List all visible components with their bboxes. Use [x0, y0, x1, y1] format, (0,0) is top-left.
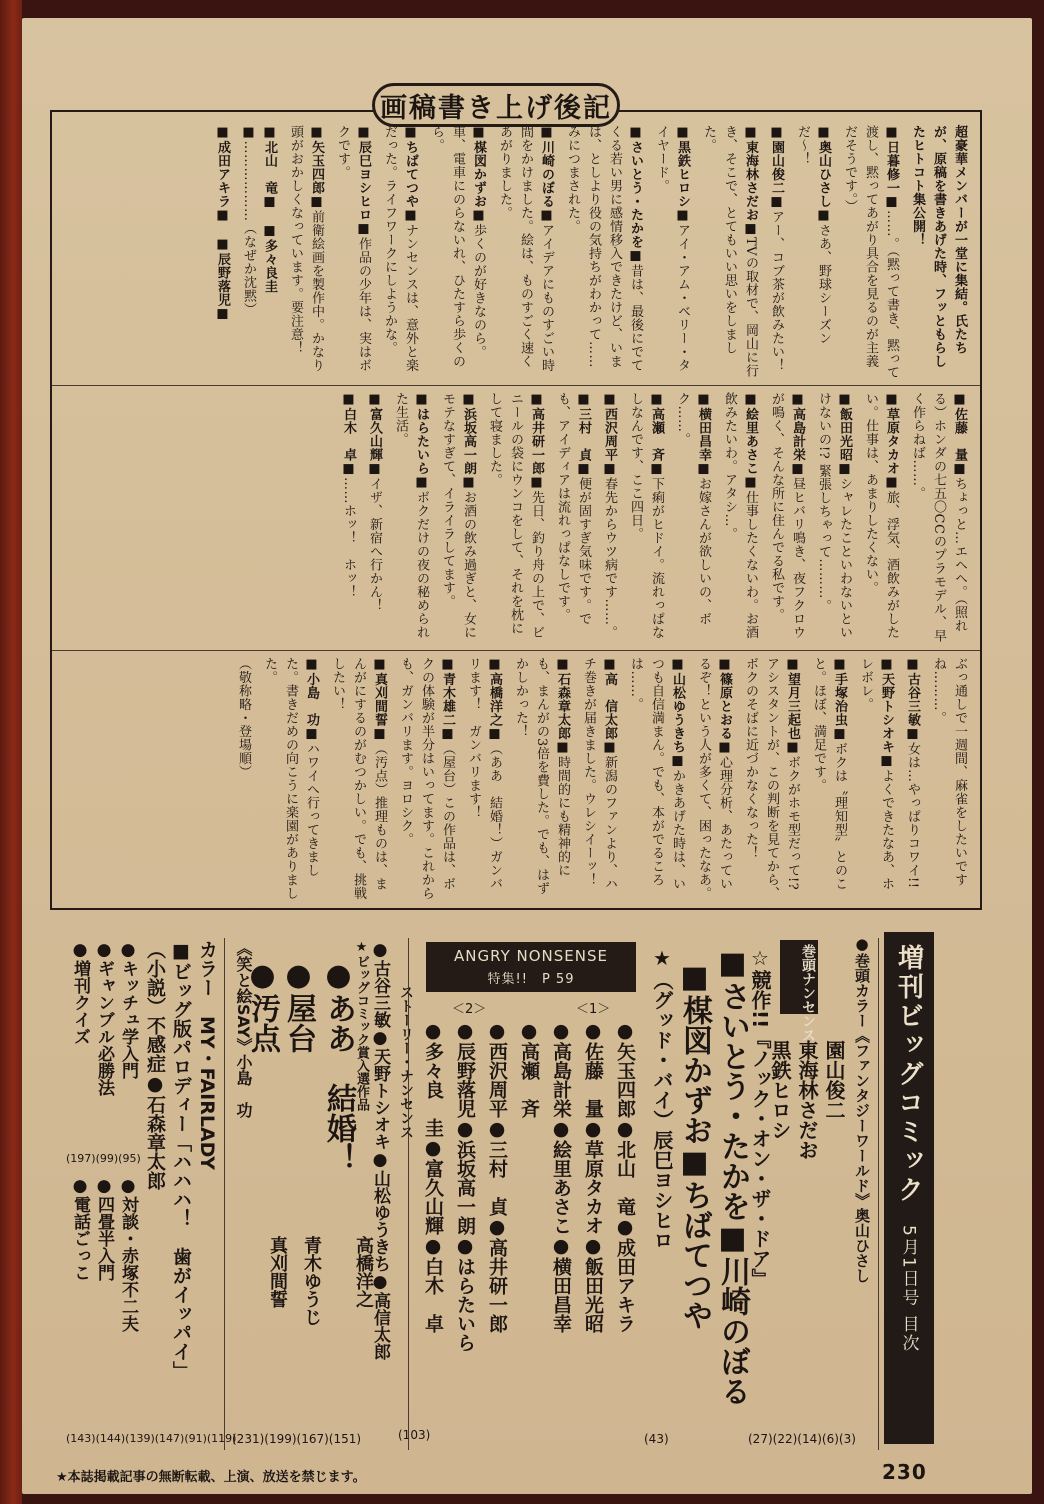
afterword-entry: ■川崎のぼる■アイデアにものすごい時間をかけました。絵は、ものすごく速くあがりました。 — [497, 125, 554, 372]
toc-misc[interactable]: ●ギャンブル必勝法 — [94, 940, 114, 1096]
afterword-entry: ■白木 卓■……ホッ！ ホッ！ — [341, 392, 356, 599]
afterword-entry: ■西沢周平■春先からウツ病です……。 — [602, 392, 617, 639]
story-title[interactable]: ●汚点 — [245, 958, 280, 1053]
angry-line[interactable]: ●西沢周平●三村 貞●高井研一郎 — [486, 1020, 508, 1333]
afterword-entry: ■小島 功■ハワイへ行ってきました。書きだめの向こうに楽園がありました。 — [262, 657, 319, 900]
angry-line[interactable]: ●多々良 圭●富久山輝●白木 卓 — [422, 1020, 444, 1333]
toc-misc[interactable]: ●増刊クイズ — [70, 940, 90, 1045]
toc-cover-item[interactable]: 東海林さだお — [795, 1040, 819, 1160]
toc-parody[interactable]: ■ビッグ版パロディー「ハハハ！ 歯がイッパイ」 — [170, 940, 192, 1380]
story-pages: (231)(199)(167)(151) — [232, 1432, 362, 1446]
afterword-entry: ■楳図かずお■歩くのが好きなのら。車、電車にのらないれ、ひたすら歩くのら。 — [429, 125, 486, 368]
angry-line[interactable]: ●高瀬 斉 — [518, 1020, 540, 1118]
toc-misc-pages: (197)(99)(95) — [66, 1152, 141, 1165]
toc-cover-item[interactable]: 黒鉄ヒロシ — [768, 1040, 792, 1140]
story-page: (103) — [398, 1428, 431, 1442]
toc-kyosaku-line[interactable]: ■さいとう・たかを■川崎のぼる — [715, 946, 750, 1406]
page-binding-edge — [0, 0, 22, 1504]
angry-nonsense-sub: 特集!! P 59 — [487, 972, 575, 987]
angry-nonsense-title: ANGRY NONSENSE — [454, 947, 608, 965]
toc-misc2[interactable]: ●電話ごっこ — [70, 1176, 90, 1281]
toc-nonsense-label: 巻頭ナンセンス — [780, 940, 818, 1014]
afterword-entry: （敬称略・登場順） — [236, 657, 251, 779]
afterword-title: 画稿書き上げ後記 — [372, 83, 620, 127]
afterword-entry: ■富久山輝■イザ、新宿へ行かん！ — [367, 392, 382, 612]
afterword-entry: ■篠原とおる■心理分析、あたっているぞ！という人が多くて、困ったなあ。 — [696, 657, 732, 900]
afterword-entry: ■古谷三敏■女は…やっぱりコワイ!! — [905, 657, 920, 889]
angry-nonsense-banner[interactable] — [426, 942, 636, 992]
afterword-entry: ■矢玉四郎■前衛絵画を製作中。かなり頭がおかしくなっています。要注意！ — [288, 125, 324, 372]
afterword-entry: ■奥山ひさし■さあ、野球シーズンだ〜！ — [795, 125, 831, 345]
issue-label: 5月1日号 目次 — [898, 1225, 919, 1354]
toc-header — [884, 932, 934, 1444]
page-number: 230 — [882, 1460, 927, 1484]
afterword-entry: ■青木雄二■（屋台）この作品は、ボクの体験が半分はいってます。これからも、ガンバリます。ヨロシク。 — [398, 657, 455, 900]
afterword-entry: ■北山 竜■ ■多々良圭■………………（なぜか沈黙） — [241, 125, 277, 316]
afterword-section-3 — [60, 657, 970, 902]
story-title[interactable]: ●屋台 — [281, 958, 316, 1053]
afterword-entry: ■黒鉄ヒロシ■アイ・アム・ベリー・タイヤード。 — [654, 125, 690, 372]
toc-divider — [408, 938, 409, 1450]
angry-part-label: ＜2＞ — [452, 1002, 487, 1017]
afterword-entry: ■真刈間誓■（汚点）推理ものは、まんがにするのがむつかしい。でも、挑戦したい！ — [330, 657, 387, 900]
afterword-entry: ■山松ゆうきち■かきあげた時は、いつも自信満まん。でも、本がでるころは……。 — [628, 657, 685, 891]
toc-page-number: (43) — [644, 1432, 669, 1446]
story-author: 青木ゆうじ — [301, 1236, 322, 1326]
afterword-entry: ■横田昌幸■お嫁さんが欲しいの、ボク……。 — [675, 392, 711, 626]
afterword-entry: ■望月三起也■ボクがホモ型だって!? アシスタントが、この判断を見てから、ボクのそばに近づかなくなった！ — [743, 657, 800, 900]
afterword-entry: ■東海林さだお■TVの取材で、岡山に行き、そこで、とてもいい思いをしました。 — [701, 125, 758, 378]
toc-goodbye[interactable]: ★（グッド・バイ）辰巳ヨシヒロ — [650, 946, 674, 1250]
footer-copyright-note: ★本誌掲載記事の無断転載、上演、放送を禁じます。 — [56, 1470, 366, 1485]
afterword-entry: ■成田アキラ■ ■辰野落児■ — [215, 125, 230, 322]
afterword-entry: ■石森章太郎■時間的にも精神的にも、まんがの3倍を費した。でも、はずかしかった！ — [513, 657, 570, 896]
angry-line[interactable]: ●佐藤 量●草原タカオ●飯田光昭 — [582, 1020, 604, 1333]
afterword-entry: ■高 信太郎■新潟のファンより、ハチ巻きが届きました。ウレシイーッ！ — [581, 657, 617, 891]
afterword-entry: ■佐藤 量■ちょっと…エヘヘ。（照れる）ホンダの七五〇CCのプラモデル、早く作らねば……。 — [910, 392, 967, 643]
toc-cover-label[interactable]: ●巻頭カラー《ファンタジーワールド》奥山ひさし — [853, 935, 871, 1283]
afterword-entry: ■三村 貞■便が固すぎ気味です。でも、アイディアは流れっぱなしです。 — [555, 392, 591, 626]
toc-cover-item[interactable]: 園山俊二 — [822, 1040, 846, 1120]
toc-misc2[interactable]: ●四畳半入門 — [94, 1176, 114, 1281]
story-title[interactable]: ●ああ 結婚！ — [321, 958, 356, 1173]
afterword-intro: 超豪華メンバーが一堂に集結。氏たちが、原稿を書きあげた時、フッともらしたヒトコト集公開！ — [910, 125, 967, 368]
story-award: ★ビッグコミック賞入選作品 — [354, 940, 369, 1111]
story-author: 真刈間誓 — [267, 1236, 288, 1308]
toc-kyosaku-line[interactable]: ■楳図かずお■ちばてつや — [677, 960, 712, 1330]
story-authors[interactable]: ●古谷三敏●天野トシオキ●山松ゆうきち●高信太郎 — [370, 940, 390, 1360]
section-divider — [52, 385, 980, 386]
toc-divider — [224, 938, 225, 1450]
afterword-entry: ■はらたいら■ボクだけの夜の秘められた生活。 — [393, 392, 429, 639]
afterword-section-1 — [60, 125, 970, 380]
toc-novel[interactable]: （小説）不感症●石森章太郎 — [144, 940, 166, 1190]
toc-color-line[interactable]: カラー MY・FAIRLADY — [196, 940, 218, 1170]
afterword-entry: ■日暮修一■……。（黙って書き、黙って渡し、黙ってあがり具合を見るのが主義だそうです。） — [842, 125, 899, 379]
afterword-entry: ■天野トシオキ■よくできたなあ、ホレボレ。 — [858, 657, 894, 891]
toc-misc[interactable]: ●キッチュ学入門 — [118, 940, 138, 1079]
story-author: 高橋洋之 — [353, 1236, 374, 1308]
toc-misc2-pages: (143)(144)(139)(147)(91)(119) — [66, 1432, 237, 1445]
afterword-entry: ■高井研一郎■先日、釣り舟の上で、ビニールの袋にウンコをして、それを枕にして寝ました。 — [487, 392, 544, 639]
afterword-entry: ■絵里あさこ■仕事したくないわ。お酒飲みたいわ。アタシ…。 — [722, 392, 758, 639]
afterword-entry: ■高瀬 斉■下痢がヒドイ。流れっぱなしなんです、ここ四日。 — [628, 392, 664, 639]
afterword-entry: ■ちばてつや■ナンセンスは、意外と楽だった。ライフワークにしようかな。 — [382, 125, 418, 372]
angry-part-label: ＜1＞ — [576, 1002, 611, 1017]
afterword-entry: ■浜坂高一朗■お酒の飲み過ぎと、女にモテなすぎて、イライラしてます。 — [440, 392, 476, 639]
toc-divider — [878, 938, 879, 1450]
angry-line[interactable]: ●高島計栄●絵里あさこ●横田昌幸 — [550, 1020, 572, 1333]
toc-kyosaku[interactable]: ☆競作!!『ノック・オン・ザ・ドア』 — [748, 946, 772, 1289]
toc-misc2[interactable]: ●対談・赤塚不二夫 — [118, 1176, 138, 1332]
afterword-entry: ぶっ通しで一週間、麻雀をしたいですね………。 — [931, 657, 967, 887]
afterword-entry: ■高橋洋之■（ああ 結婚！）ガンバリます！ ガンバリます！ — [466, 657, 502, 891]
story-label: ストーリー・ナンセンス — [398, 985, 414, 1139]
afterword-entry: ■草原タカオ■旅、浮気、酒飲みがしたい。仕事は、あまりしたくない。 — [863, 392, 899, 639]
angry-line[interactable]: ●矢玉四郎●北山 竜●成田アキラ — [614, 1020, 636, 1333]
angry-line[interactable]: ●辰野落児●浜坂高一朗●はらたいら — [454, 1020, 476, 1352]
afterword-entry: ■手塚治虫■ボクは〝理知型〟とのこと。ほぼ、満足です。 — [811, 657, 847, 891]
afterword-section-2 — [60, 392, 970, 644]
toc-page-numbers: (27)(22)(14)(6)(3) — [748, 1432, 856, 1446]
afterword-entry: ■辰巳ヨシヒロ■作品の少年は、実はボクです。 — [335, 125, 371, 372]
magazine-title: 増刊ビッグコミック — [893, 944, 924, 1205]
afterword-entry: ■高島計栄■昼ヒバリ鳴き、夜フクロウが鳴く、そんな所に住んでる私です。 — [769, 392, 805, 639]
afterword-entry: ■飯田光昭■シャレたこといわないといけないの!? 緊張しちゃって………。 — [816, 392, 852, 639]
section-divider — [52, 650, 980, 651]
story-title[interactable]: 《笑と絵SAY》小島 功 — [234, 940, 253, 1118]
afterword-entry: ■さいとう・たかを■昔は、最後にでてくる若い男に感情移入できたけど、いまは、としより役の気持ちがわかって……みにつまされた。 — [565, 125, 643, 372]
afterword-entry: ■園山俊二■アー、コブ茶が飲みたい！ — [769, 125, 784, 372]
